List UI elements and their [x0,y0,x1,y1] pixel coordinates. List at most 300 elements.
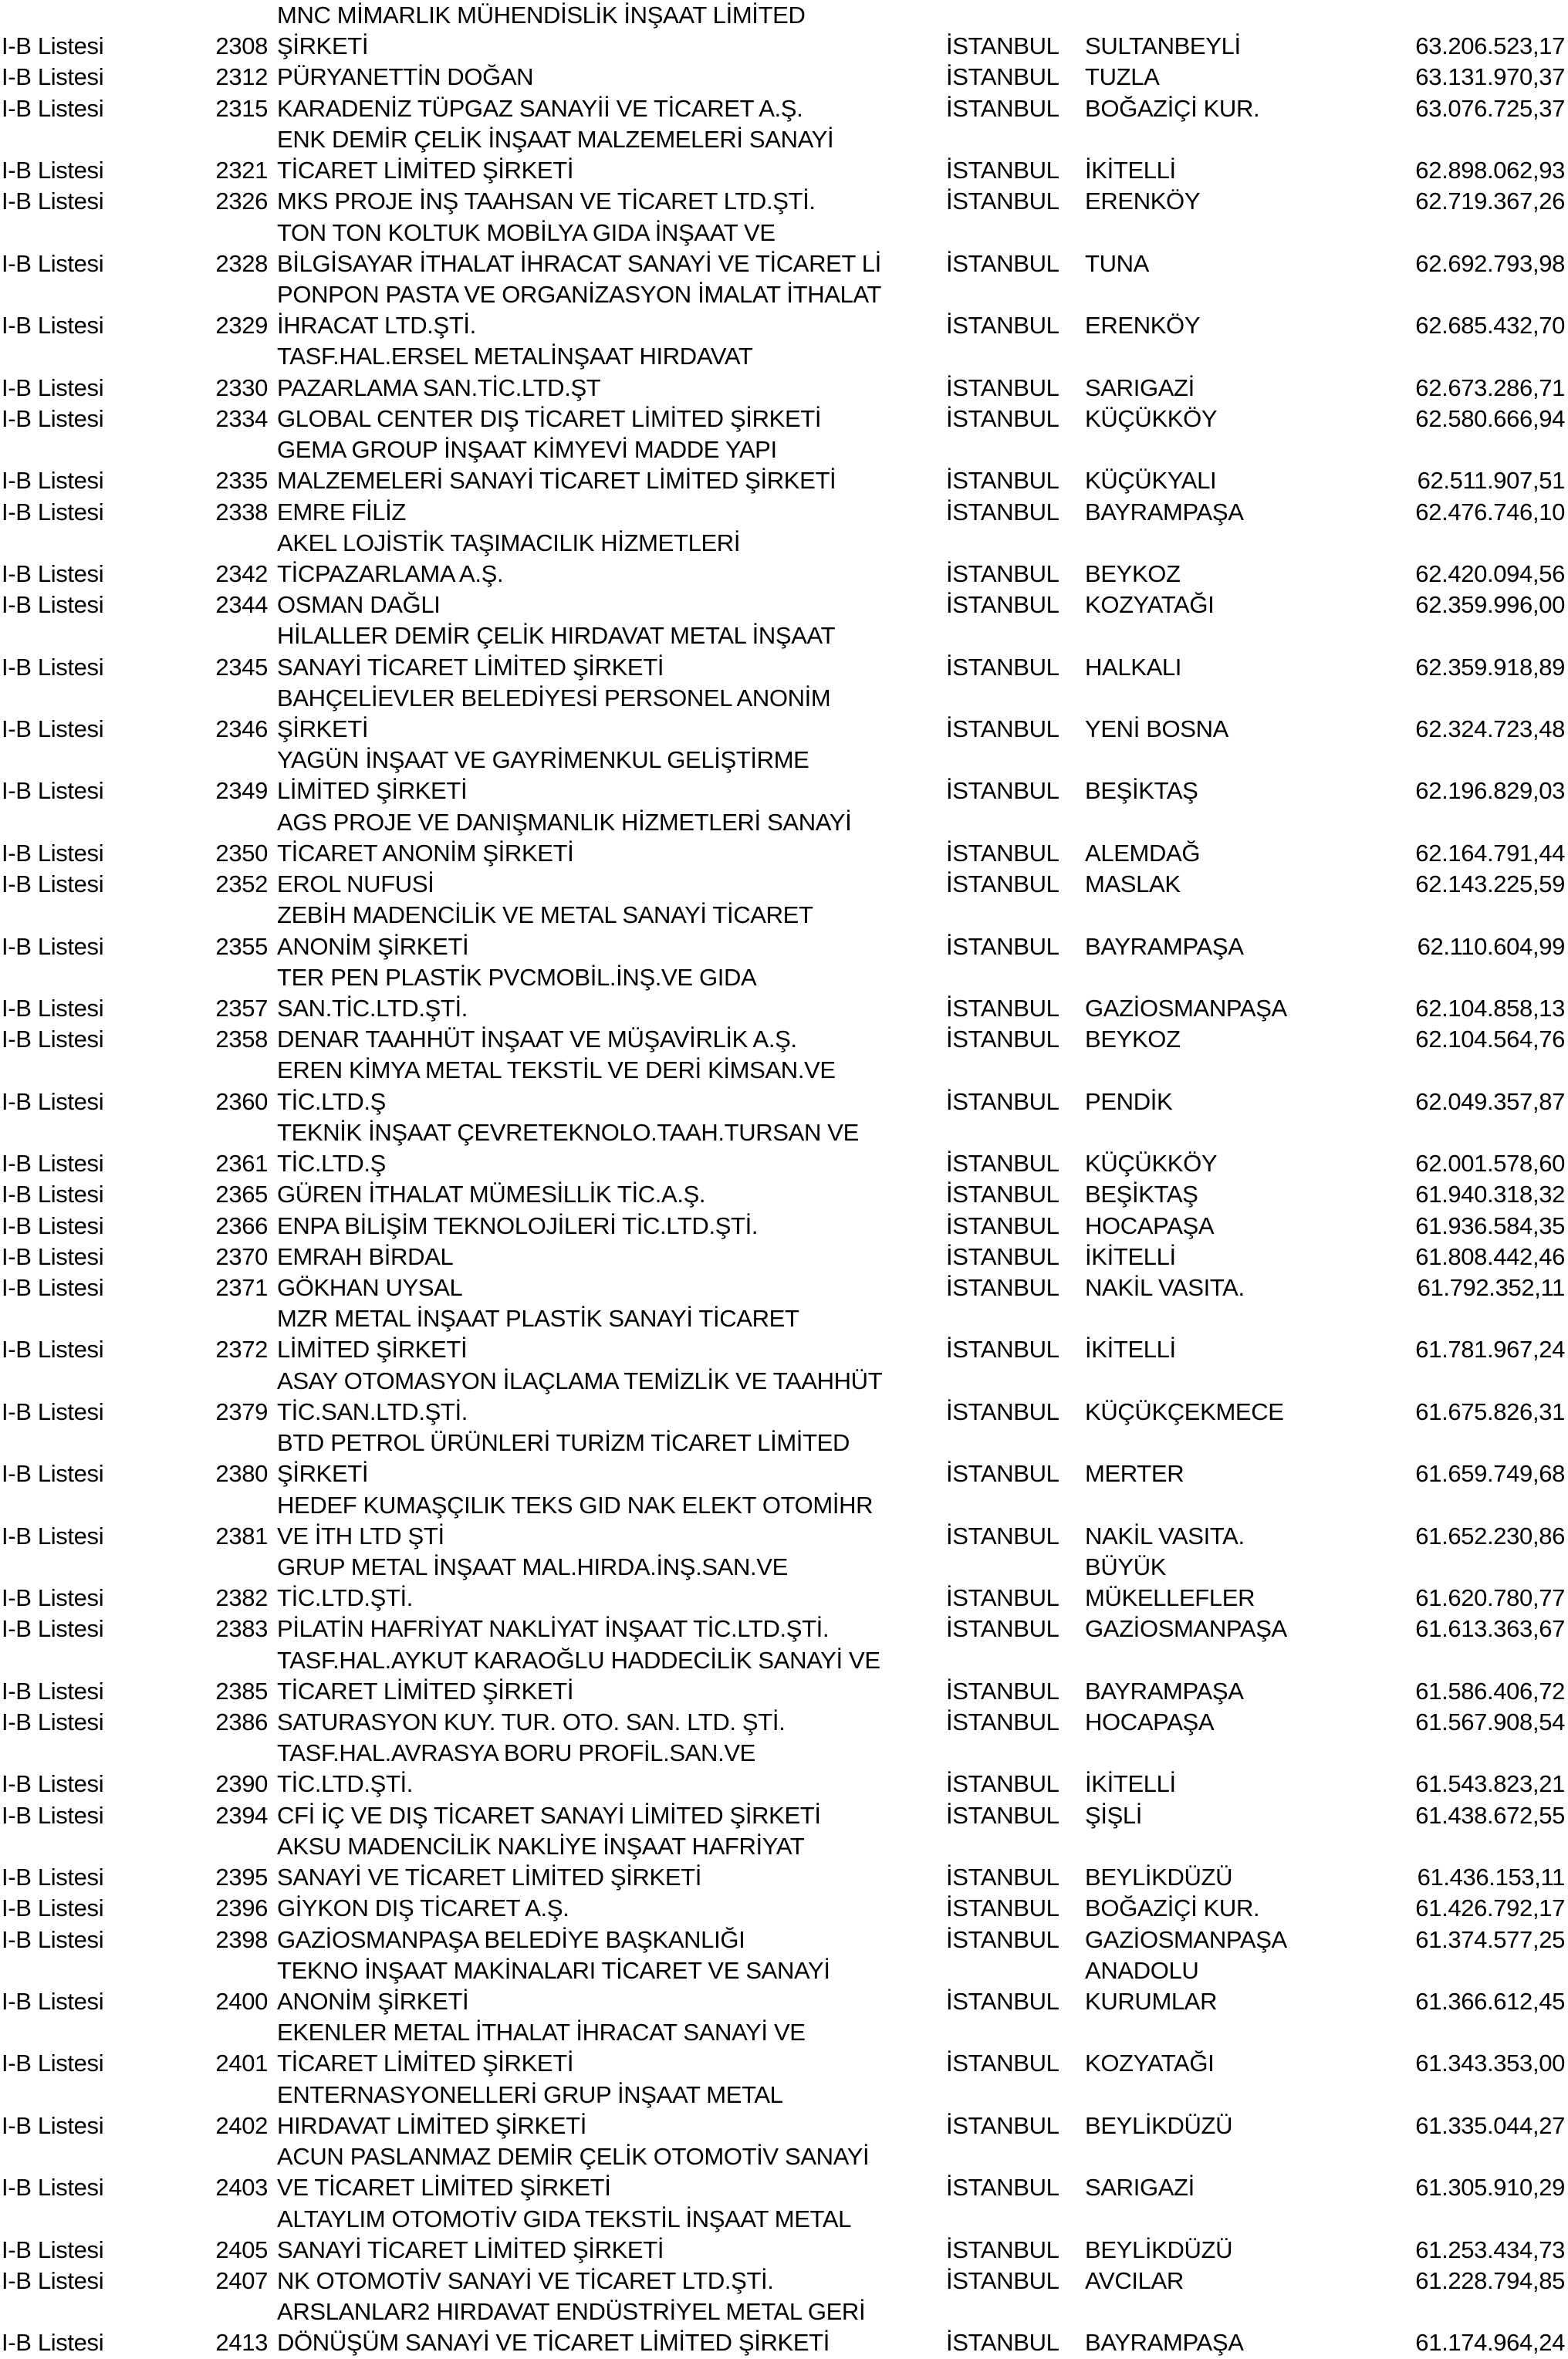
company-name-line: YAGÜN İNŞAAT VE GAYRİMENKUL GELİŞTİRME [277,746,809,774]
list-name-cell: I-B Listesi [2,312,104,340]
table-row [0,1242,1568,1272]
row-number-cell: 2405 [215,2236,268,2263]
amount-cell: 61.652.230,86 [1415,1522,1565,1550]
company-name-line: ŞİRKETİ [277,1460,369,1488]
row-number-cell: 2394 [215,1801,268,1829]
city-cell: İSTANBUL [946,1864,1059,1891]
district-line: BEYKOZ [1085,1026,1181,1053]
district-cell [1085,310,1200,341]
row-number-cell: 2413 [215,2329,268,2357]
company-name-cell [277,1117,941,1179]
list-name-cell: I-B Listesi [2,777,104,805]
company-name-line: GAZİOSMANPAŞA BELEDİYE BAŞKANLIĞI [277,1925,745,1953]
company-name-line: GİYKON DIŞ TİCARET A.Ş. [277,1894,569,1922]
district-line: KOZYATAĞI [1085,591,1215,619]
table-row [0,1831,1568,1893]
district-line: HOCAPAŞA [1085,1708,1215,1736]
list-name-cell: I-B Listesi [2,404,104,432]
amount-cell: 61.335.044,27 [1415,2111,1565,2139]
district-cell [1085,1800,1142,1831]
city-cell: İSTANBUL [946,1273,1059,1301]
company-name-line: ZEBİH MADENCİLİK VE METAL SANAYİ TİCARET [277,901,813,929]
company-name-line: ANONİM ŞİRKETİ [277,932,469,960]
company-name-cell [277,279,941,341]
company-name-cell [277,1024,941,1055]
city-cell: İSTANBUL [946,2329,1059,2357]
table-row [0,497,1568,528]
row-number-cell: 2385 [215,1677,268,1705]
district-cell [1085,993,1287,1024]
city-cell: İSTANBUL [946,94,1059,122]
amount-cell: 62.420.094,56 [1415,559,1565,587]
row-number-cell: 2407 [215,2266,268,2294]
company-name-line: PİLATİN HAFRİYAT NAKLİYAT İNŞAAT TİC.LTD.ŞTİ. [277,1615,830,1643]
table-row [0,683,1568,745]
list-name-cell: I-B Listesi [2,498,104,526]
district-cell [1085,1552,1255,1614]
city-cell: İSTANBUL [946,2174,1059,2202]
amount-cell: 62.359.918,89 [1415,653,1565,681]
district-cell [1085,1614,1287,1644]
company-name-line: MALZEMELERİ SANAYİ TİCARET LİMİTED ŞİRKETİ [277,467,836,495]
amount-cell: 62.001.578,60 [1415,1150,1565,1178]
city-cell: İSTANBUL [946,777,1059,805]
district-cell [1085,1024,1181,1055]
city-cell: İSTANBUL [946,1460,1059,1488]
district-cell [1085,1148,1217,1179]
city-cell: İSTANBUL [946,559,1059,587]
district-cell [1085,1458,1184,1489]
company-name-cell [277,1831,941,1893]
district-cell [1085,869,1181,900]
amount-cell: 62.692.793,98 [1415,249,1565,277]
row-number-cell: 2315 [215,94,268,122]
district-cell [1085,1955,1217,2017]
row-number-cell: 2398 [215,1925,268,1953]
amount-cell: 62.164.791,44 [1415,839,1565,867]
company-name-line: GÜREN İTHALAT MÜMESİLLİK TİC.A.Ş. [277,1181,706,1208]
city-cell: İSTANBUL [946,2111,1059,2139]
list-name-cell: I-B Listesi [2,32,104,60]
amount-cell: 62.110.604,99 [1417,932,1565,960]
row-number-cell: 2395 [215,1864,268,1891]
district-line: KÜÇÜKYALI [1085,467,1217,495]
company-name-line: SANAYİ TİCARET LİMİTED ŞİRKETİ [277,2236,664,2263]
company-name-cell [277,1707,941,1738]
table-row [0,1366,1568,1428]
table-row [0,2204,1568,2266]
amount-cell: 62.196.829,03 [1415,777,1565,805]
list-name-cell: I-B Listesi [2,1677,104,1705]
city-cell: İSTANBUL [946,653,1059,681]
district-line: ŞİŞLİ [1085,1801,1143,1829]
district-line: AVCILAR [1085,2266,1184,2294]
company-name-line: GÖKHAN UYSAL [277,1273,463,1301]
company-name-line: GRUP METAL İNŞAAT MAL.HIRDA.İNŞ.SAN.VE [277,1553,788,1580]
amount-cell: 63.076.725,37 [1415,94,1565,122]
amount-cell: 61.438.672,55 [1415,1801,1565,1829]
list-name-cell: I-B Listesi [2,2236,104,2263]
district-cell [1085,776,1198,806]
row-number-cell: 2370 [215,1242,268,1270]
company-name-cell [277,2296,941,2358]
table-row [0,962,1568,1024]
company-name-cell [277,2017,941,2079]
row-number-cell: 2345 [215,653,268,681]
company-name-line: LİMİTED ŞİRKETİ [277,777,468,805]
city-cell: İSTANBUL [946,1925,1059,1953]
district-line: SARIGAZİ [1085,2174,1195,2202]
city-cell: İSTANBUL [946,1181,1059,1208]
company-name-line: SATURASYON KUY. TUR. OTO. SAN. LTD. ŞTİ. [277,1708,786,1736]
amount-cell: 61.543.823,21 [1415,1770,1565,1798]
district-cell [1085,155,1176,186]
district-cell [1085,559,1181,590]
district-line: BOĞAZİÇİ KUR. [1085,1894,1260,1922]
row-number-cell: 2334 [215,404,268,432]
company-name-cell [277,1055,941,1117]
company-name-line: TEKNİK İNŞAAT ÇEVRETEKNOLO.TAAH.TURSAN VE [277,1118,859,1146]
row-number-cell: 2386 [215,1708,268,1736]
city-cell: İSTANBUL [946,932,1059,960]
amount-cell: 62.719.367,26 [1415,188,1565,215]
amount-cell: 61.940.318,32 [1415,1181,1565,1208]
company-name-line: EREN KİMYA METAL TEKSTİL VE DERİ KİMSAN.VE [277,1056,836,1084]
district-cell [1085,714,1228,745]
table-row [0,2080,1568,2141]
district-cell [1085,652,1181,683]
table-row [0,528,1568,590]
district-cell [1085,1707,1214,1738]
company-name-line: CFİ İÇ VE DIŞ TİCARET SANAYİ LİMİTED ŞİRKETİ [277,1801,821,1829]
company-name-line: LİMİTED ŞİRKETİ [277,1336,468,1364]
row-number-cell: 2326 [215,188,268,215]
table-row [0,1428,1568,1489]
list-name-cell: I-B Listesi [2,2050,104,2077]
amount-cell: 61.253.434,73 [1415,2236,1565,2263]
company-name-line: MZR METAL İNŞAAT PLASTİK SANAYİ TİCARET [277,1305,799,1333]
list-name-cell: I-B Listesi [2,1242,104,1270]
company-name-cell [277,1614,941,1644]
district-line: NAKİL VASITA. [1085,1273,1245,1301]
row-number-cell: 2338 [215,498,268,526]
district-cell [1085,1893,1259,1924]
company-name-line: MKS PROJE İNŞ TAAHSAN VE TİCARET LTD.ŞTİ. [277,188,816,215]
amount-cell: 61.808.442,46 [1415,1242,1565,1270]
list-name-cell: I-B Listesi [2,2111,104,2139]
city-cell: İSTANBUL [946,1026,1059,1053]
company-name-cell [277,1242,941,1272]
table-row [0,807,1568,869]
company-name-line: TİC.LTD.ŞTİ. [277,1770,414,1798]
table-row [0,279,1568,341]
company-name-line: GEMA GROUP İNŞAAT KİMYEVİ MADDE YAPI [277,436,777,464]
district-cell [1085,1211,1214,1242]
company-name-cell [277,1955,941,2017]
company-name-cell [277,497,941,528]
district-line: TUNA [1085,249,1149,277]
district-cell [1085,2266,1184,2296]
company-name-line: TİCARET LİMİTED ŞİRKETİ [277,157,574,184]
company-name-line: TİC.LTD.Ş [277,1087,386,1115]
district-cell [1085,1521,1245,1552]
row-number-cell: 2335 [215,467,268,495]
company-name-line: ENTERNASYONELLERİ GRUP İNŞAAT METAL [277,2080,783,2108]
table-row [0,1800,1568,1831]
company-name-line: SANAYİ TİCARET LİMİTED ŞİRKETİ [277,653,664,681]
company-name-cell [277,1272,941,1303]
district-cell [1085,838,1200,869]
company-name-line: TASF.HAL.ERSEL METALİNŞAAT HIRDAVAT [277,343,753,370]
city-cell: İSTANBUL [946,1212,1059,1239]
table-row [0,2266,1568,2296]
district-line: BAYRAMPAŞA [1085,2329,1244,2357]
city-cell: İSTANBUL [946,404,1059,432]
amount-cell: 61.343.353,00 [1415,2050,1565,2077]
amount-cell: 61.305.910,29 [1415,2174,1565,2202]
row-number-cell: 2321 [215,157,268,184]
company-name-line: EROL NUFUSİ [277,870,434,898]
city-cell: İSTANBUL [946,2266,1059,2294]
table-row [0,124,1568,186]
amount-cell: 61.675.826,31 [1415,1397,1565,1425]
district-line: MÜKELLEFLER [1085,1584,1255,1612]
district-line: KÜÇÜKÇEKMECE [1085,1397,1284,1425]
district-line: HALKALI [1085,653,1182,681]
district-line: YENİ BOSNA [1085,715,1228,743]
district-cell [1085,931,1244,962]
district-cell [1085,2235,1232,2266]
company-name-line: EMRAH BİRDAL [277,1242,454,1270]
table-row [0,1925,1568,1955]
list-name-cell: I-B Listesi [2,1087,104,1115]
amount-cell: 63.131.970,37 [1415,63,1565,91]
company-name-line: HEDEF KUMAŞÇILIK TEKS GID NAK ELEKT OTOMİHR [277,1491,874,1519]
list-name-cell: I-B Listesi [2,1522,104,1550]
company-name-cell [277,404,941,434]
list-name-cell: I-B Listesi [2,591,104,619]
district-line: İKİTELLİ [1085,157,1176,184]
amount-cell: 61.936.584,35 [1415,1212,1565,1239]
district-line: GAZİOSMANPAŞA [1085,1925,1287,1953]
company-name-cell [277,683,941,745]
list-name-cell: I-B Listesi [2,1801,104,1829]
company-name-line: BTD PETROL ÜRÜNLERİ TURİZM TİCARET LİMİTED [277,1429,850,1457]
company-name-line: İHRACAT LTD.ŞTİ. [277,312,476,340]
list-name-cell: I-B Listesi [2,467,104,495]
district-line: BEŞİKTAŞ [1085,1181,1198,1208]
city-cell: İSTANBUL [946,1894,1059,1922]
company-name-line: ENK DEMİR ÇELİK İNŞAAT MALZEMELERİ SANAYİ [277,125,834,153]
list-name-cell: I-B Listesi [2,2266,104,2294]
district-cell [1085,1087,1172,1117]
city-cell: İSTANBUL [946,1988,1059,2015]
district-cell [1085,2172,1195,2203]
district-cell [1085,1272,1245,1303]
district-cell [1085,590,1214,620]
city-cell: İSTANBUL [946,498,1059,526]
amount-cell: 61.366.612,45 [1415,1988,1565,2015]
row-number-cell: 2355 [215,932,268,960]
company-name-line: ŞİRKETİ [277,32,369,60]
company-name-cell [277,900,941,962]
row-number-cell: 2365 [215,1181,268,1208]
district-line: BAYRAMPAŞA [1085,498,1244,526]
row-number-cell: 2330 [215,373,268,401]
list-name-cell: I-B Listesi [2,653,104,681]
list-name-cell: I-B Listesi [2,1615,104,1643]
list-name-cell: I-B Listesi [2,2174,104,2202]
district-line: İKİTELLİ [1085,1242,1176,1270]
amount-cell: 61.228.794,85 [1415,2266,1565,2294]
amount-cell: 61.586.406,72 [1415,1677,1565,1705]
company-name-cell [277,2204,941,2266]
company-name-line: TİCARET LİMİTED ŞİRKETİ [277,1677,574,1705]
list-name-cell: I-B Listesi [2,157,104,184]
district-line: NAKİL VASITA. [1085,1522,1245,1550]
company-name-line: PÜRYANETTİN DOĞAN [277,63,534,91]
city-cell: İSTANBUL [946,1522,1059,1550]
city-cell: İSTANBUL [946,1150,1059,1178]
company-name-line: ARSLANLAR2 HIRDAVAT ENDÜSTRİYEL METAL GERİ [277,2298,866,2326]
city-cell: İSTANBUL [946,2236,1059,2263]
district-line: KÜÇÜKKÖY [1085,404,1218,432]
amount-cell: 61.613.363,67 [1415,1615,1565,1643]
list-name-cell: I-B Listesi [2,2329,104,2357]
city-cell: İSTANBUL [946,1087,1059,1115]
district-line: GAZİOSMANPAŞA [1085,995,1287,1022]
company-name-cell [277,2266,941,2296]
amount-cell: 61.426.792,17 [1415,1894,1565,1922]
district-cell [1085,1242,1176,1272]
district-line: BOĞAZİÇİ KUR. [1085,94,1260,122]
company-name-line: TİC.LTD.Ş [277,1150,386,1178]
row-number-cell: 2403 [215,2174,268,2202]
company-name-line: PONPON PASTA VE ORGANİZASYON İMALAT İTHALAT [277,280,882,308]
company-name-line: TİCPAZARLAMA A.Ş. [277,559,504,587]
row-number-cell: 2372 [215,1336,268,1364]
company-name-cell [277,1303,941,1365]
row-number-cell: 2381 [215,1522,268,1550]
district-line: SULTANBEYLİ [1085,32,1241,60]
table-row [0,1893,1568,1924]
company-name-cell [277,93,941,124]
city-cell: İSTANBUL [946,870,1059,898]
list-name-cell: I-B Listesi [2,1894,104,1922]
company-name-cell [277,1645,941,1707]
company-name-line: ASAY OTOMASYON İLAÇLAMA TEMİZLİK VE TAAHHÜT [277,1367,883,1394]
row-number-cell: 2350 [215,839,268,867]
company-name-line: DENAR TAAHHÜT İNŞAAT VE MÜŞAVİRLİK A.Ş. [277,1026,797,1053]
city-cell: İSTANBUL [946,715,1059,743]
amount-cell: 62.580.666,94 [1415,404,1565,432]
company-name-line: PAZARLAMA SAN.TİC.LTD.ŞT [277,373,601,401]
district-line: İKİTELLİ [1085,1336,1176,1364]
table-row [0,1179,1568,1210]
list-name-cell: I-B Listesi [2,1925,104,1953]
row-number-cell: 2401 [215,2050,268,2077]
row-number-cell: 2342 [215,559,268,587]
row-number-cell: 2402 [215,2111,268,2139]
company-name-line: OSMAN DAĞLI [277,591,441,619]
company-name-cell [277,62,941,93]
table-row [0,186,1568,217]
row-number-cell: 2361 [215,1150,268,1178]
row-number-cell: 2346 [215,715,268,743]
table-row [0,1117,1568,1179]
city-cell: İSTANBUL [946,591,1059,619]
table-row [0,1645,1568,1707]
row-number-cell: 2328 [215,249,268,277]
district-cell [1085,2111,1232,2141]
row-number-cell: 2352 [215,870,268,898]
company-name-line: TİCARET ANONİM ŞİRKETİ [277,839,574,867]
company-name-cell [277,590,941,620]
company-name-cell [277,1925,941,1955]
company-name-line: HIRDAVAT LİMİTED ŞİRKETİ [277,2111,586,2139]
district-line: MERTER [1085,1460,1184,1488]
table-row [0,1707,1568,1738]
district-line: ANADOLU [1085,1956,1199,1984]
row-number-cell: 2390 [215,1770,268,1798]
district-line: BEŞİKTAŞ [1085,777,1198,805]
company-name-cell [277,1490,941,1552]
table-row [0,1552,1568,1614]
district-cell [1085,497,1244,528]
district-line: ERENKÖY [1085,188,1201,215]
city-cell: İSTANBUL [946,1677,1059,1705]
company-name-cell [277,1428,941,1489]
city-cell: İSTANBUL [946,373,1059,401]
district-line: BAYRAMPAŞA [1085,932,1244,960]
company-name-line: AKEL LOJİSTİK TAŞIMACILIK HİZMETLERİ [277,529,741,556]
company-name-line: SAN.TİC.LTD.ŞTİ. [277,995,468,1022]
company-name-cell [277,620,941,682]
table-row [0,900,1568,962]
company-name-cell [277,0,941,62]
amount-cell: 62.511.907,51 [1417,467,1565,495]
table-row [0,1490,1568,1552]
company-name-line: TER PEN PLASTİK PVCMOBİL.İNŞ.VE GIDA [277,963,757,991]
city-cell: İSTANBUL [946,1584,1059,1612]
table-row [0,218,1568,279]
company-name-cell [277,1738,941,1800]
district-line: BEYLİKDÜZÜ [1085,2236,1233,2263]
table-row [0,1738,1568,1800]
row-number-cell: 2357 [215,995,268,1022]
district-cell [1085,93,1259,124]
list-name-cell: I-B Listesi [2,715,104,743]
company-name-line: TİC.SAN.LTD.ŞTİ. [277,1397,468,1425]
amount-cell: 62.685.432,70 [1415,312,1565,340]
amount-cell: 62.049.357,87 [1415,1087,1565,1115]
district-cell [1085,31,1241,62]
table-row [0,745,1568,806]
company-name-line: VE TİCARET LİMİTED ŞİRKETİ [277,2174,611,2202]
company-name-cell [277,1552,941,1614]
table-row [0,1955,1568,2017]
district-cell [1085,404,1217,434]
company-name-line: SANAYİ VE TİCARET LİMİTED ŞİRKETİ [277,1864,702,1891]
district-cell [1085,1676,1244,1707]
company-name-line: ENPA BİLİŞİM TEKNOLOJİLERİ TİC.LTD.ŞTİ. [277,1212,759,1239]
company-name-line: ŞİRKETİ [277,715,369,743]
table-row [0,0,1568,62]
city-cell: İSTANBUL [946,1770,1059,1798]
list-name-cell: I-B Listesi [2,1212,104,1239]
table-row [0,1211,1568,1242]
row-number-cell: 2308 [215,32,268,60]
